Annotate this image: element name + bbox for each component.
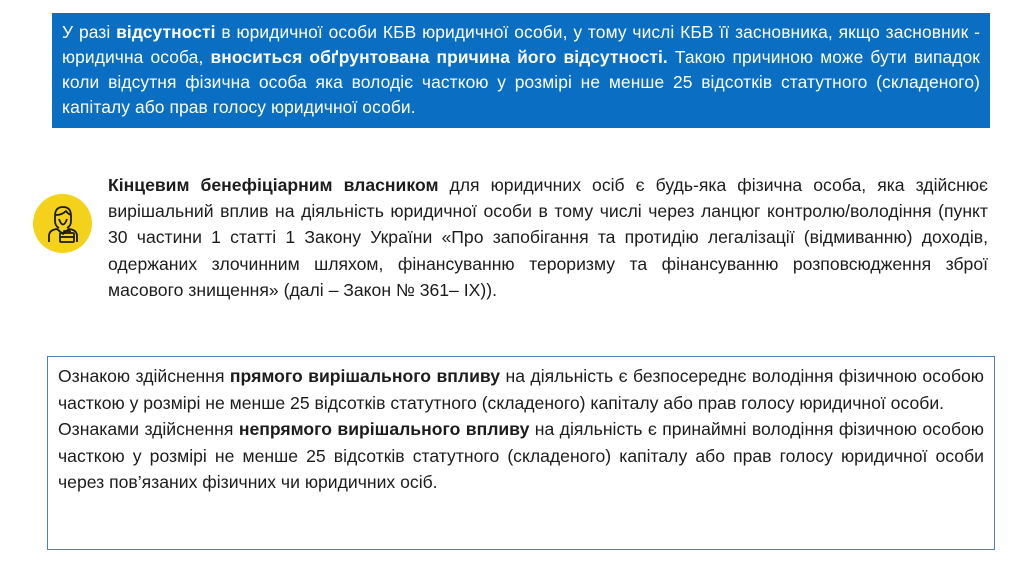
absence-text-2: в юридичної особи КБВ юридичної особи, у тому числі КБВ її засновника, якщо засновник - юридична особа, <box>62 22 980 67</box>
influence-signs-box <box>47 356 995 550</box>
direct-influence-term: прямого вирішального впливу <box>229 366 501 386</box>
indirect-text-2: на діяльність є принаймні володіння фізичною особою часткою у розмірі не менше 25 відсотків статутного (складеного) капіталу або прав голосу юридичної особи через пов’язаних фізичних чи юридичних осіб. <box>58 419 984 493</box>
absence-text-3: Такою причиною може бути випадок коли відсутня фізична особа яка володіє часткою у розмірі не менше 25 відсотків статутного (складеного) капіталу або прав голосу юридичної особи. <box>62 47 980 117</box>
indirect-text-1: Ознаками здійснення <box>58 419 239 440</box>
direct-influence-paragraph <box>58 363 984 416</box>
absence-keyword: відсутності <box>116 22 216 42</box>
indirect-influence-paragraph <box>58 416 984 496</box>
direct-text-1: Ознакою здійснення <box>58 366 230 386</box>
indirect-influence-term: непрямого вирішального впливу <box>238 419 530 440</box>
ubo-definition <box>108 172 988 303</box>
direct-text-2: на діяльність є безпосереднє володіння фізичною особою часткою у розмірі не менше 25 відсотків статутного (складеного) капіталу або прав голосу юридичної особи. <box>58 366 984 413</box>
ubo-term: Кінцевим бенефіціарним власником <box>108 175 439 195</box>
ubo-definition-text: для юридичних осіб є будь-яка фізична особа, яка здійснює вирішальний вплив на діяльність юридичної особи в тому числі через ланцюг контролю/володіння (пункт 30 частини 1 статті 1 Закону України «Про запобігання та протидію легалізації (відмиванню) доходів, одержаних злочинним шляхом, фінансуванню тероризму та фінансуванню розповсюдження зброї масового знищення» (далі – Закон № 361– ІХ)). <box>108 175 988 300</box>
businessman-icon <box>33 194 92 253</box>
absence-reason-box <box>52 13 990 128</box>
absence-text-1: У разі <box>62 22 117 42</box>
absence-reason-emphasis: вноситься обґрунтована причина його відсутності. <box>210 47 668 67</box>
